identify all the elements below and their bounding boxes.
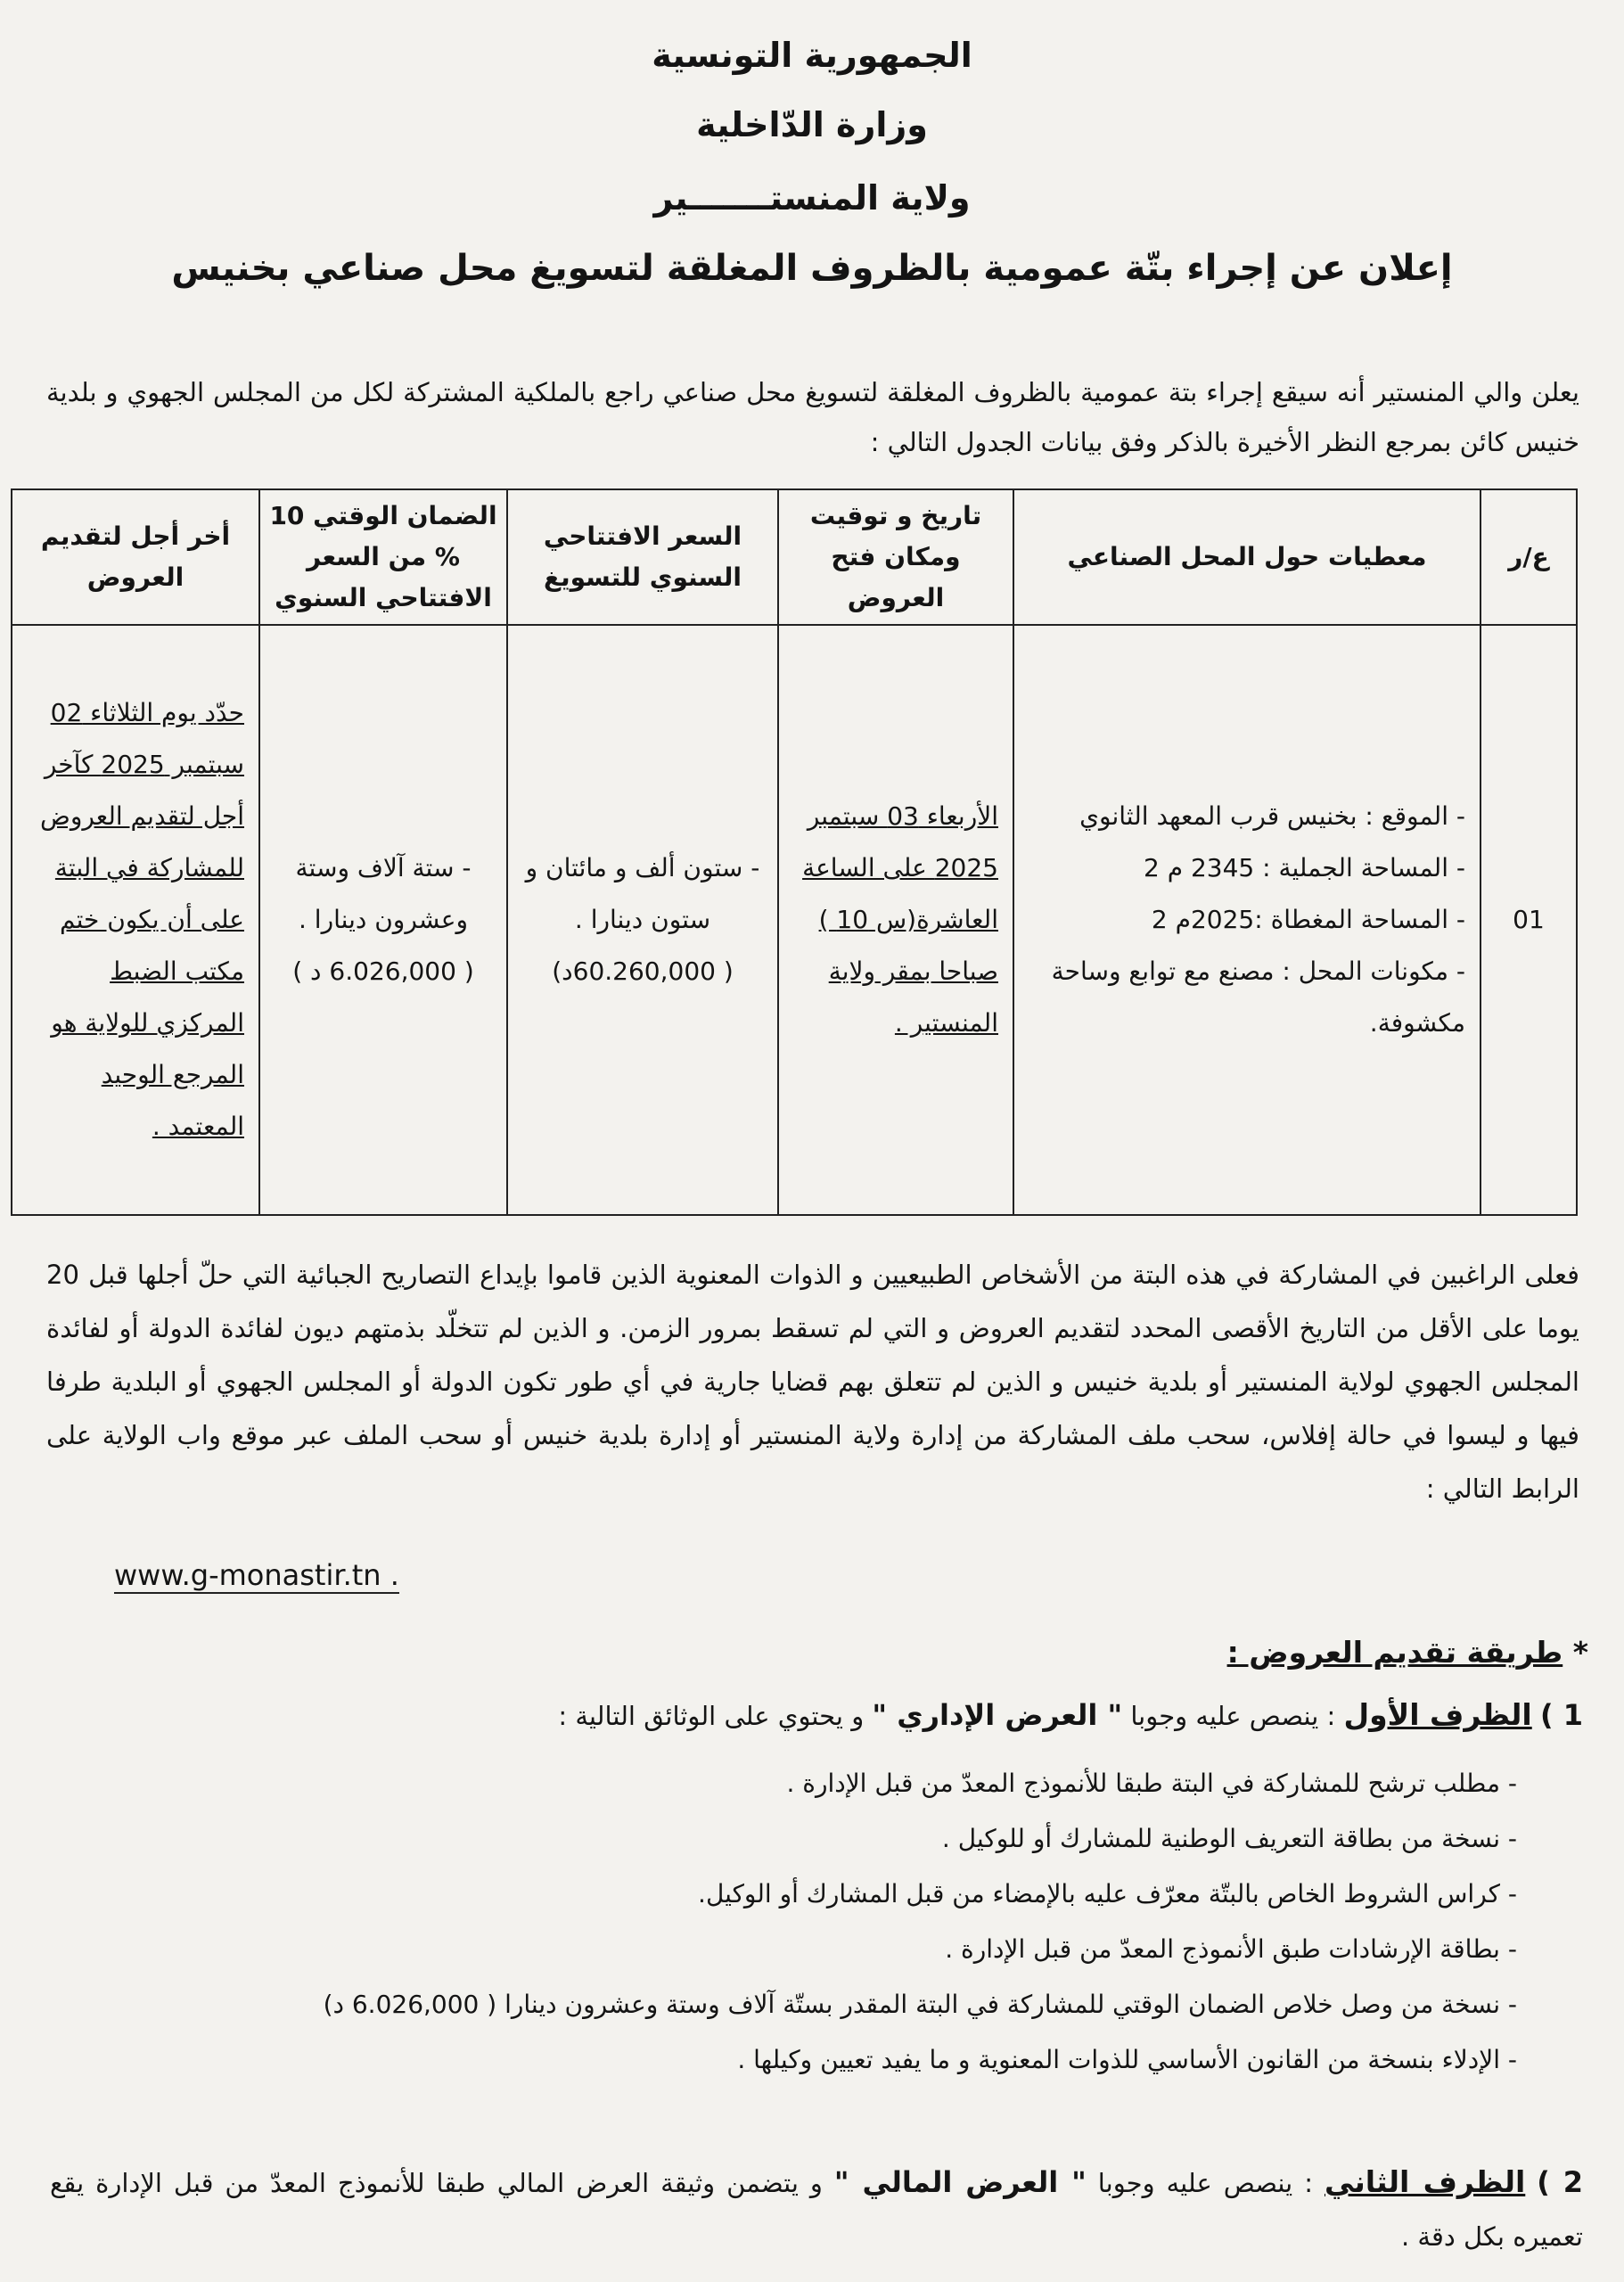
table-header-row xyxy=(12,489,1577,625)
list-item: - بطاقة الإرشادات طبق الأنموذج المعدّ من قبل الإدارة . xyxy=(55,1922,1517,1977)
submission-method-title: طريقة تقديم العروض : xyxy=(1226,1635,1563,1670)
asterisk: * xyxy=(1572,1635,1588,1670)
cell-date xyxy=(778,625,1013,1215)
eligibility-paragraph: فعلى الراغبين في المشاركة في هذه البتة من الأشخاص الطبيعيين و الذوات المعنوية الذين قاموا بإيداع التصاريح الجبائية التي حلّ أجلها قبل 20 يوما على الأقل من التاريخ الأقصى المحدد لتقديم العروض و التي لم تسقط بمرور الزمن. و الذين لم تتخلّد بذمتهم ديون لفائدة الدولة أو لفائدة المجلس الجهوي لولاية المنستير أو بلدية خنيس و الذين لم تتعلق بهم قضايا جارية في أي طور تكون الدولة أو المجلس الجهوي أو البلدية طرفا فيها و ليسوا في حالة إفلاس، سحب ملف المشاركة من إدارة ولاية المنستير أو إدارة بلدية خنيس أو سحب الملف عبر موقع واب الولاية على الرابط التالي : xyxy=(46,1260,1579,1504)
price-words: - ستون ألف و مائتان و ستون دينارا . xyxy=(525,853,760,934)
announcement-title: إعلان عن إجراء بتّة عمومية بالظروف المغلقة لتسويغ محل صناعي بخنيس xyxy=(171,248,1453,289)
envelope-1-number: 1 ) xyxy=(1539,1698,1583,1732)
guarantee-number: ( 6.026,000 د ) xyxy=(292,956,474,986)
header-deadline: أخر أجل لتقديم العروض xyxy=(12,489,259,625)
envelope-1-pre: : ينصص عليه وجوبا xyxy=(1130,1701,1336,1731)
spec-covered-area: - المساحة المغطاة :2025م 2 xyxy=(1151,905,1465,934)
list-item: - كراس الشروط الخاص بالبتّة معرّف عليه بالإمضاء من قبل المشارك أو الوكيل. xyxy=(55,1867,1517,1922)
cell-deadline xyxy=(12,625,259,1215)
country-name: الجمهورية التونسية xyxy=(652,36,972,75)
header-num: ع/ر xyxy=(1480,489,1577,625)
cell-spec xyxy=(1013,625,1480,1215)
website-link[interactable]: www.g-monastir.tn . xyxy=(114,1558,399,1592)
envelope-2-number: 2 ) xyxy=(1537,2165,1584,2199)
opening-date-text: الأربعاء 03 سبتمبر 2025 على الساعة العاشرة(س 10 ) صباحا بمقر ولاية المنستير . xyxy=(802,801,998,1038)
header-spec: معطيات حول المحل الصناعي xyxy=(1013,489,1480,625)
ministry-name: وزارة الدّاخلية xyxy=(696,105,928,144)
required-documents-list xyxy=(55,1756,1517,2088)
price-number: ( 60.260,000د) xyxy=(552,956,734,986)
spec-location: - الموقع : بخنيس قرب المعهد الثانوي xyxy=(1079,801,1465,831)
guarantee-words: - ستة آلاف وستة وعشرون دينارا . xyxy=(295,853,472,934)
header-guarantee: الضمان الوقتي 10 % من السعر الافتتاحي السنوي xyxy=(259,489,507,625)
envelope-1-label: الظرف الأول xyxy=(1343,1697,1532,1732)
cell-price xyxy=(507,625,778,1215)
tender-table xyxy=(11,488,1578,1216)
governorate-name: ولاية المنستـــــــير xyxy=(653,178,971,218)
envelope-1-line xyxy=(558,1697,1583,1732)
list-item: - مطلب ترشح للمشاركة في البتة طبقا للأنموذج المعدّ من قبل الإدارة . xyxy=(55,1756,1517,1811)
spec-total-area: - المساحة الجملية : 2345 م 2 xyxy=(1143,853,1465,882)
deadline-text: حدّد يوم الثلاثاء 02 سبتمبر 2025 كآخر أجل لتقديم العروض للمشاركة في البتة على أن يكون ختم مكتب الضبط المركزي للولاية هو المرجع الوحيد المعتمد . xyxy=(39,698,244,1141)
envelope-2-paragraph xyxy=(50,2155,1583,2263)
envelope-2-label: الظرف الثاني xyxy=(1324,2164,1526,2199)
envelope-2-name: " العرض المالي " xyxy=(833,2165,1087,2199)
table-row xyxy=(12,625,1577,1215)
list-item: - نسخة من وصل خلاص الضمان الوقتي للمشاركة في البتة المقدر بستّة آلاف وستة وعشرون دينارا ( 6.026,000 د) xyxy=(55,1977,1517,2032)
list-item: - الإدلاء بنسخة من القانون الأساسي للذوات المعنوية و ما يفيد تعيين وكيلها . xyxy=(55,2032,1517,2088)
list-item: - نسخة من بطاقة التعريف الوطنية للمشارك أو للوكيل . xyxy=(55,1811,1517,1867)
envelope-2-post: و يتضمن وثيقة العرض المالي طبقا للأنموذج المعدّ من قبل الإدارة يقع تعميره بكل دقة . xyxy=(50,2168,1583,2252)
spec-components: - مكونات المحل : مصنع مع توابع وساحة مكشوفة. xyxy=(1051,956,1465,1038)
cell-guarantee xyxy=(259,625,507,1215)
envelope-1-name: " العرض الإداري " xyxy=(872,1698,1123,1732)
cell-num: 01 xyxy=(1480,625,1577,1215)
envelope-1-post: و يحتوي على الوثائق التالية : xyxy=(558,1701,865,1731)
envelope-2-pre: : ينصص عليه وجوبا xyxy=(1097,2168,1313,2198)
header-price: السعر الافتتاحي السنوي للتسويغ xyxy=(507,489,778,625)
submission-method-heading xyxy=(1227,1635,1588,1670)
header-date: تاريخ و توقيت ومكان فتح العروض xyxy=(778,489,1013,625)
intro-paragraph: يعلن والي المنستير أنه سيقع إجراء بتة عمومية بالظروف المغلقة لتسويغ محل صناعي راجع بالملكية المشتركة لكل من المجلس الجهوي و بلدية خنيس كائن بمرجع النظر الأخيرة بالذكر وفق بيانات الجدول التالي : xyxy=(46,377,1579,457)
